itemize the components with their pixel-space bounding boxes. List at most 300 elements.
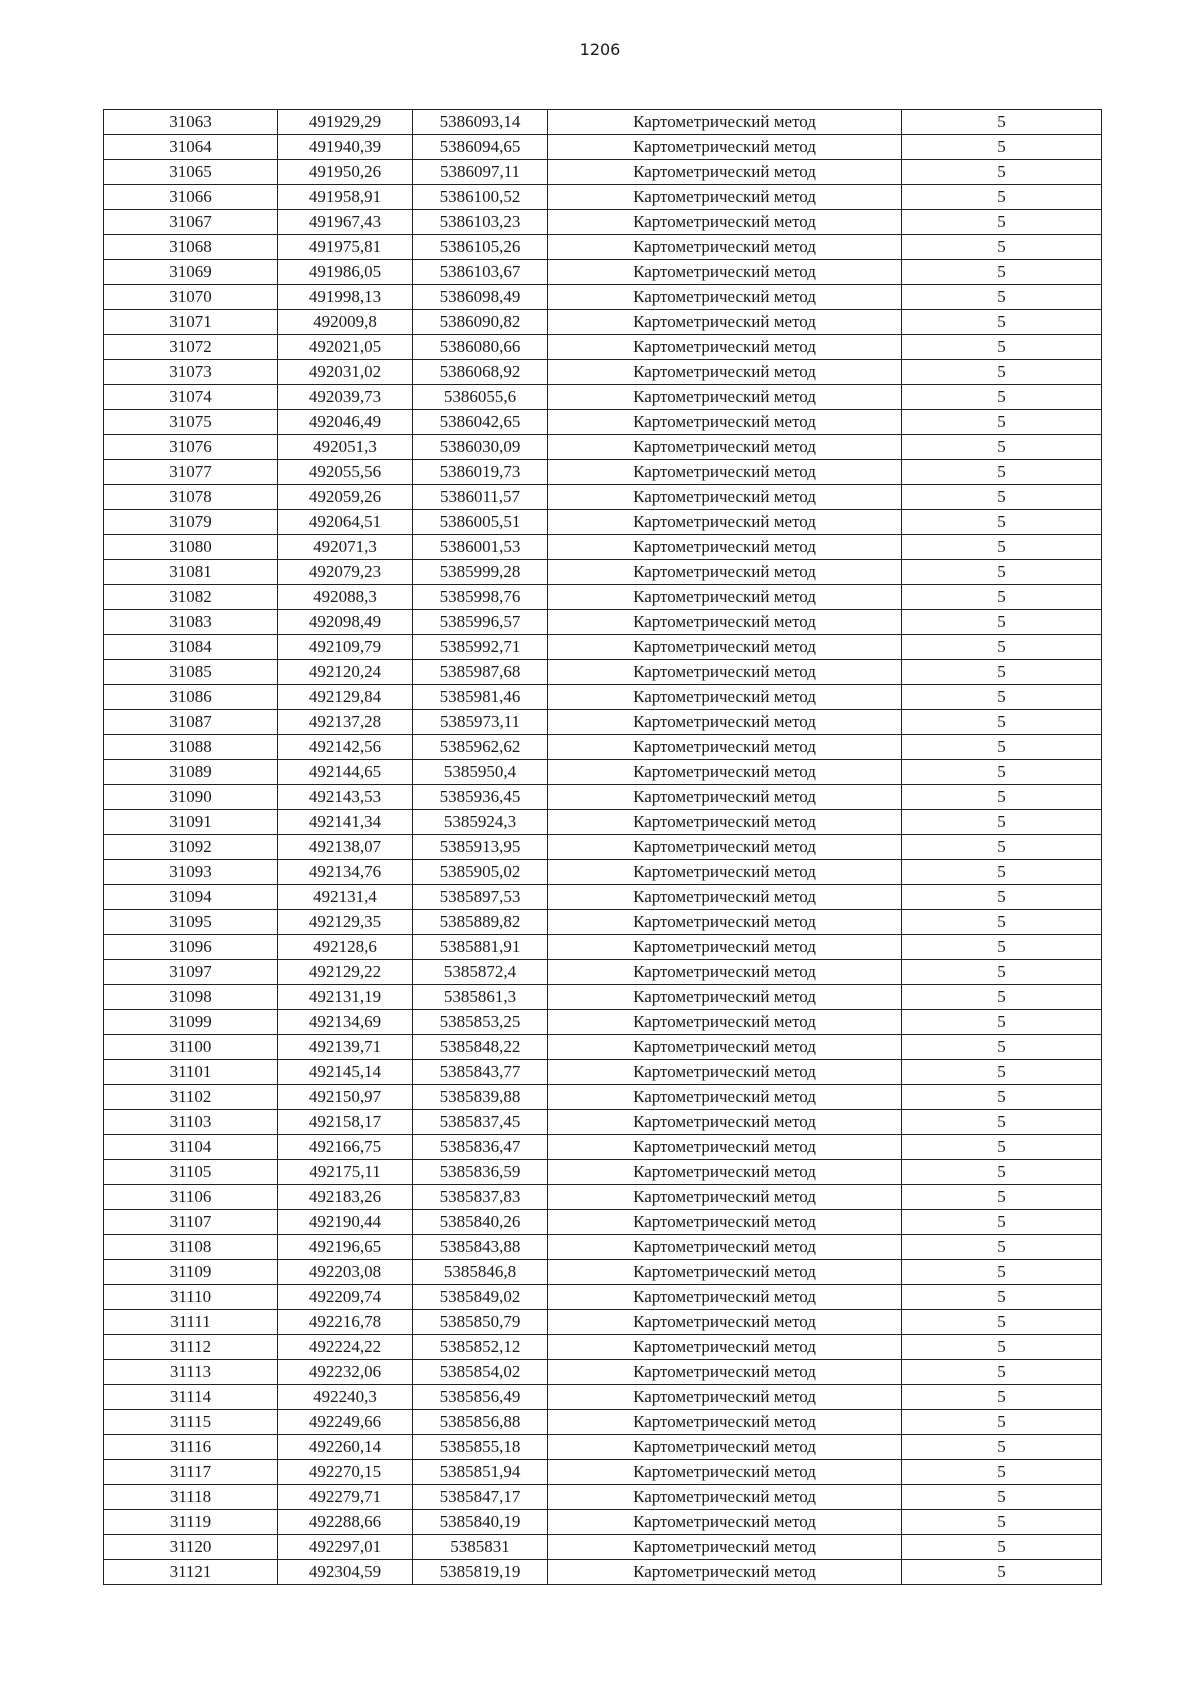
method-cell: Картометрический метод: [548, 660, 902, 685]
table-row: [104, 935, 1102, 960]
method-cell: Картометрический метод: [548, 760, 902, 785]
x-coordinate-cell: 492166,75: [278, 1135, 413, 1160]
x-coordinate-cell: 492150,97: [278, 1085, 413, 1110]
table-row: [104, 510, 1102, 535]
x-coordinate-cell: 492131,19: [278, 985, 413, 1010]
method-cell: Картометрический метод: [548, 1135, 902, 1160]
y-coordinate-cell: 5385843,88: [413, 1235, 548, 1260]
method-cell: Картометрический метод: [548, 1085, 902, 1110]
point-number-cell: 31086: [104, 685, 278, 710]
y-coordinate-cell: 5386019,73: [413, 460, 548, 485]
accuracy-cell: 5: [902, 1510, 1102, 1535]
accuracy-cell: 5: [902, 985, 1102, 1010]
x-coordinate-cell: 492203,08: [278, 1260, 413, 1285]
method-cell: Картометрический метод: [548, 1185, 902, 1210]
accuracy-cell: 5: [902, 310, 1102, 335]
point-number-cell: 31115: [104, 1410, 278, 1435]
table-row: [104, 685, 1102, 710]
x-coordinate-cell: 492079,23: [278, 560, 413, 585]
point-number-cell: 31119: [104, 1510, 278, 1535]
x-coordinate-cell: 492260,14: [278, 1435, 413, 1460]
x-coordinate-cell: 491940,39: [278, 135, 413, 160]
x-coordinate-cell: 492128,6: [278, 935, 413, 960]
x-coordinate-cell: 492183,26: [278, 1185, 413, 1210]
method-cell: Картометрический метод: [548, 610, 902, 635]
x-coordinate-cell: 492209,74: [278, 1285, 413, 1310]
point-number-cell: 31105: [104, 1160, 278, 1185]
y-coordinate-cell: 5385853,25: [413, 1010, 548, 1035]
y-coordinate-cell: 5386100,52: [413, 185, 548, 210]
accuracy-cell: 5: [902, 135, 1102, 160]
method-cell: Картометрический метод: [548, 885, 902, 910]
method-cell: Картометрический метод: [548, 810, 902, 835]
method-cell: Картометрический метод: [548, 910, 902, 935]
table-row: [104, 960, 1102, 985]
y-coordinate-cell: 5385992,71: [413, 635, 548, 660]
method-cell: Картометрический метод: [548, 135, 902, 160]
accuracy-cell: 5: [902, 835, 1102, 860]
x-coordinate-cell: 492137,28: [278, 710, 413, 735]
table-row: [104, 710, 1102, 735]
point-number-cell: 31120: [104, 1535, 278, 1560]
point-number-cell: 31114: [104, 1385, 278, 1410]
y-coordinate-cell: 5385846,8: [413, 1260, 548, 1285]
point-number-cell: 31121: [104, 1560, 278, 1585]
x-coordinate-cell: 492297,01: [278, 1535, 413, 1560]
accuracy-cell: 5: [902, 560, 1102, 585]
x-coordinate-cell: 492144,65: [278, 760, 413, 785]
point-number-cell: 31113: [104, 1360, 278, 1385]
x-coordinate-cell: 492304,59: [278, 1560, 413, 1585]
method-cell: Картометрический метод: [548, 1435, 902, 1460]
method-cell: Картометрический метод: [548, 1235, 902, 1260]
x-coordinate-cell: 492270,15: [278, 1460, 413, 1485]
point-number-cell: 31106: [104, 1185, 278, 1210]
accuracy-cell: 5: [902, 1385, 1102, 1410]
x-coordinate-cell: 491958,91: [278, 185, 413, 210]
method-cell: Картометрический метод: [548, 1285, 902, 1310]
accuracy-cell: 5: [902, 410, 1102, 435]
accuracy-cell: 5: [902, 1360, 1102, 1385]
table-row: [104, 360, 1102, 385]
accuracy-cell: 5: [902, 1060, 1102, 1085]
y-coordinate-cell: 5386090,82: [413, 310, 548, 335]
accuracy-cell: 5: [902, 735, 1102, 760]
x-coordinate-cell: 491998,13: [278, 285, 413, 310]
table-row: [104, 135, 1102, 160]
point-number-cell: 31101: [104, 1060, 278, 1085]
x-coordinate-cell: 492129,22: [278, 960, 413, 985]
y-coordinate-cell: 5385837,83: [413, 1185, 548, 1210]
method-cell: Картометрический метод: [548, 1110, 902, 1135]
method-cell: Картометрический метод: [548, 1485, 902, 1510]
method-cell: Картометрический метод: [548, 1010, 902, 1035]
point-number-cell: 31063: [104, 110, 278, 135]
y-coordinate-cell: 5385962,62: [413, 735, 548, 760]
method-cell: Картометрический метод: [548, 435, 902, 460]
method-cell: Картометрический метод: [548, 735, 902, 760]
point-number-cell: 31100: [104, 1035, 278, 1060]
accuracy-cell: 5: [902, 1485, 1102, 1510]
method-cell: Картометрический метод: [548, 285, 902, 310]
y-coordinate-cell: 5386005,51: [413, 510, 548, 535]
y-coordinate-cell: 5386097,11: [413, 160, 548, 185]
accuracy-cell: 5: [902, 260, 1102, 285]
x-coordinate-cell: 492232,06: [278, 1360, 413, 1385]
accuracy-cell: 5: [902, 860, 1102, 885]
table-row: [104, 460, 1102, 485]
method-cell: Картометрический метод: [548, 1360, 902, 1385]
x-coordinate-cell: 492134,69: [278, 1010, 413, 1035]
point-number-cell: 31108: [104, 1235, 278, 1260]
point-number-cell: 31096: [104, 935, 278, 960]
accuracy-cell: 5: [902, 510, 1102, 535]
point-number-cell: 31067: [104, 210, 278, 235]
accuracy-cell: 5: [902, 185, 1102, 210]
table-row: [104, 1560, 1102, 1585]
method-cell: Картометрический метод: [548, 635, 902, 660]
y-coordinate-cell: 5385936,45: [413, 785, 548, 810]
y-coordinate-cell: 5385973,11: [413, 710, 548, 735]
accuracy-cell: 5: [902, 1085, 1102, 1110]
method-cell: Картометрический метод: [548, 410, 902, 435]
accuracy-cell: 5: [902, 210, 1102, 235]
x-coordinate-cell: 492039,73: [278, 385, 413, 410]
accuracy-cell: 5: [902, 460, 1102, 485]
accuracy-cell: 5: [902, 685, 1102, 710]
point-number-cell: 31087: [104, 710, 278, 735]
x-coordinate-cell: 492288,66: [278, 1510, 413, 1535]
x-coordinate-cell: 492129,35: [278, 910, 413, 935]
y-coordinate-cell: 5385843,77: [413, 1060, 548, 1085]
method-cell: Картометрический метод: [548, 560, 902, 585]
y-coordinate-cell: 5386080,66: [413, 335, 548, 360]
y-coordinate-cell: 5385897,53: [413, 885, 548, 910]
method-cell: Картометрический метод: [548, 1335, 902, 1360]
coordinates-table-body: [104, 110, 1102, 1585]
method-cell: Картометрический метод: [548, 1560, 902, 1585]
method-cell: Картометрический метод: [548, 1260, 902, 1285]
method-cell: Картометрический метод: [548, 160, 902, 185]
y-coordinate-cell: 5385837,45: [413, 1110, 548, 1135]
accuracy-cell: 5: [902, 1435, 1102, 1460]
method-cell: Картометрический метод: [548, 185, 902, 210]
table-row: [104, 1335, 1102, 1360]
accuracy-cell: 5: [902, 935, 1102, 960]
accuracy-cell: 5: [902, 1535, 1102, 1560]
x-coordinate-cell: 492216,78: [278, 1310, 413, 1335]
y-coordinate-cell: 5386103,67: [413, 260, 548, 285]
method-cell: Картометрический метод: [548, 685, 902, 710]
table-row: [104, 1285, 1102, 1310]
table-row: [104, 260, 1102, 285]
accuracy-cell: 5: [902, 1235, 1102, 1260]
method-cell: Картометрический метод: [548, 360, 902, 385]
point-number-cell: 31075: [104, 410, 278, 435]
y-coordinate-cell: 5386030,09: [413, 435, 548, 460]
table-row: [104, 310, 1102, 335]
y-coordinate-cell: 5386055,6: [413, 385, 548, 410]
accuracy-cell: 5: [902, 1185, 1102, 1210]
accuracy-cell: 5: [902, 910, 1102, 935]
x-coordinate-cell: 492129,84: [278, 685, 413, 710]
method-cell: Картометрический метод: [548, 1210, 902, 1235]
point-number-cell: 31065: [104, 160, 278, 185]
method-cell: Картометрический метод: [548, 1410, 902, 1435]
table-row: [104, 1385, 1102, 1410]
method-cell: Картометрический метод: [548, 335, 902, 360]
point-number-cell: 31097: [104, 960, 278, 985]
table-row: [104, 1360, 1102, 1385]
method-cell: Картометрический метод: [548, 535, 902, 560]
table-row: [104, 235, 1102, 260]
table-row: [104, 285, 1102, 310]
table-row: [104, 210, 1102, 235]
method-cell: Картометрический метод: [548, 210, 902, 235]
y-coordinate-cell: 5386011,57: [413, 485, 548, 510]
accuracy-cell: 5: [902, 610, 1102, 635]
point-number-cell: 31110: [104, 1285, 278, 1310]
table-row: [104, 1035, 1102, 1060]
method-cell: Картометрический метод: [548, 1510, 902, 1535]
x-coordinate-cell: 492120,24: [278, 660, 413, 685]
x-coordinate-cell: 491975,81: [278, 235, 413, 260]
y-coordinate-cell: 5386098,49: [413, 285, 548, 310]
table-row: [104, 1435, 1102, 1460]
point-number-cell: 31074: [104, 385, 278, 410]
accuracy-cell: 5: [902, 285, 1102, 310]
x-coordinate-cell: 492175,11: [278, 1160, 413, 1185]
y-coordinate-cell: 5385987,68: [413, 660, 548, 685]
accuracy-cell: 5: [902, 235, 1102, 260]
x-coordinate-cell: 491950,26: [278, 160, 413, 185]
accuracy-cell: 5: [902, 1135, 1102, 1160]
point-number-cell: 31089: [104, 760, 278, 785]
x-coordinate-cell: 492138,07: [278, 835, 413, 860]
accuracy-cell: 5: [902, 110, 1102, 135]
table-row: [104, 335, 1102, 360]
accuracy-cell: 5: [902, 360, 1102, 385]
x-coordinate-cell: 492051,3: [278, 435, 413, 460]
point-number-cell: 31099: [104, 1010, 278, 1035]
table-row: [104, 860, 1102, 885]
point-number-cell: 31111: [104, 1310, 278, 1335]
method-cell: Картометрический метод: [548, 785, 902, 810]
accuracy-cell: 5: [902, 660, 1102, 685]
y-coordinate-cell: 5386103,23: [413, 210, 548, 235]
y-coordinate-cell: 5385996,57: [413, 610, 548, 635]
method-cell: Картометрический метод: [548, 835, 902, 860]
table-row: [104, 1310, 1102, 1335]
point-number-cell: 31104: [104, 1135, 278, 1160]
y-coordinate-cell: 5385924,3: [413, 810, 548, 835]
method-cell: Картометрический метод: [548, 935, 902, 960]
x-coordinate-cell: 492240,3: [278, 1385, 413, 1410]
table-row: [104, 1160, 1102, 1185]
accuracy-cell: 5: [902, 385, 1102, 410]
x-coordinate-cell: 492009,8: [278, 310, 413, 335]
point-number-cell: 31083: [104, 610, 278, 635]
table-row: [104, 1135, 1102, 1160]
y-coordinate-cell: 5385831: [413, 1535, 548, 1560]
accuracy-cell: 5: [902, 535, 1102, 560]
point-number-cell: 31118: [104, 1485, 278, 1510]
accuracy-cell: 5: [902, 1010, 1102, 1035]
x-coordinate-cell: 492279,71: [278, 1485, 413, 1510]
page-number: 1206: [579, 40, 621, 59]
table-row: [104, 1260, 1102, 1285]
y-coordinate-cell: 5385905,02: [413, 860, 548, 885]
x-coordinate-cell: 492021,05: [278, 335, 413, 360]
point-number-cell: 31078: [104, 485, 278, 510]
x-coordinate-cell: 492145,14: [278, 1060, 413, 1085]
table-row: [104, 660, 1102, 685]
table-row: [104, 985, 1102, 1010]
accuracy-cell: 5: [902, 1260, 1102, 1285]
point-number-cell: 31085: [104, 660, 278, 685]
method-cell: Картометрический метод: [548, 1460, 902, 1485]
table-row: [104, 1010, 1102, 1035]
table-row: [104, 435, 1102, 460]
table-row: [104, 160, 1102, 185]
x-coordinate-cell: 491986,05: [278, 260, 413, 285]
y-coordinate-cell: 5385999,28: [413, 560, 548, 585]
y-coordinate-cell: 5385836,47: [413, 1135, 548, 1160]
x-coordinate-cell: 492142,56: [278, 735, 413, 760]
y-coordinate-cell: 5385839,88: [413, 1085, 548, 1110]
point-number-cell: 31069: [104, 260, 278, 285]
point-number-cell: 31080: [104, 535, 278, 560]
y-coordinate-cell: 5386093,14: [413, 110, 548, 135]
method-cell: Картометрический метод: [548, 1060, 902, 1085]
accuracy-cell: 5: [902, 1460, 1102, 1485]
x-coordinate-cell: 492059,26: [278, 485, 413, 510]
method-cell: Картометрический метод: [548, 385, 902, 410]
y-coordinate-cell: 5385913,95: [413, 835, 548, 860]
accuracy-cell: 5: [902, 1560, 1102, 1585]
point-number-cell: 31088: [104, 735, 278, 760]
table-row: [104, 585, 1102, 610]
table-row: [104, 535, 1102, 560]
point-number-cell: 31098: [104, 985, 278, 1010]
accuracy-cell: 5: [902, 1210, 1102, 1235]
accuracy-cell: 5: [902, 760, 1102, 785]
accuracy-cell: 5: [902, 585, 1102, 610]
y-coordinate-cell: 5385851,94: [413, 1460, 548, 1485]
point-number-cell: 31072: [104, 335, 278, 360]
x-coordinate-cell: 491929,29: [278, 110, 413, 135]
point-number-cell: 31073: [104, 360, 278, 385]
point-number-cell: 31112: [104, 1335, 278, 1360]
y-coordinate-cell: 5385849,02: [413, 1285, 548, 1310]
x-coordinate-cell: 492046,49: [278, 410, 413, 435]
method-cell: Картометрический метод: [548, 960, 902, 985]
accuracy-cell: 5: [902, 1285, 1102, 1310]
x-coordinate-cell: 492141,34: [278, 810, 413, 835]
y-coordinate-cell: 5385872,4: [413, 960, 548, 985]
table-row: [104, 185, 1102, 210]
accuracy-cell: 5: [902, 335, 1102, 360]
point-number-cell: 31081: [104, 560, 278, 585]
accuracy-cell: 5: [902, 1410, 1102, 1435]
y-coordinate-cell: 5385836,59: [413, 1160, 548, 1185]
table-row: [104, 885, 1102, 910]
y-coordinate-cell: 5386068,92: [413, 360, 548, 385]
accuracy-cell: 5: [902, 1310, 1102, 1335]
table-row: [104, 110, 1102, 135]
y-coordinate-cell: 5385855,18: [413, 1435, 548, 1460]
method-cell: Картометрический метод: [548, 1035, 902, 1060]
x-coordinate-cell: 492031,02: [278, 360, 413, 385]
point-number-cell: 31109: [104, 1260, 278, 1285]
point-number-cell: 31068: [104, 235, 278, 260]
y-coordinate-cell: 5385847,17: [413, 1485, 548, 1510]
y-coordinate-cell: 5385819,19: [413, 1560, 548, 1585]
y-coordinate-cell: 5385889,82: [413, 910, 548, 935]
y-coordinate-cell: 5386105,26: [413, 235, 548, 260]
point-number-cell: 31064: [104, 135, 278, 160]
point-number-cell: 31091: [104, 810, 278, 835]
table-row: [104, 1185, 1102, 1210]
x-coordinate-cell: 492098,49: [278, 610, 413, 635]
point-number-cell: 31092: [104, 835, 278, 860]
x-coordinate-cell: 492071,3: [278, 535, 413, 560]
point-number-cell: 31095: [104, 910, 278, 935]
x-coordinate-cell: 492134,76: [278, 860, 413, 885]
method-cell: Картометрический метод: [548, 1535, 902, 1560]
method-cell: Картометрический метод: [548, 860, 902, 885]
point-number-cell: 31077: [104, 460, 278, 485]
x-coordinate-cell: 492131,4: [278, 885, 413, 910]
y-coordinate-cell: 5385950,4: [413, 760, 548, 785]
table-row: [104, 1510, 1102, 1535]
y-coordinate-cell: 5385840,26: [413, 1210, 548, 1235]
y-coordinate-cell: 5385998,76: [413, 585, 548, 610]
point-number-cell: 31094: [104, 885, 278, 910]
y-coordinate-cell: 5385881,91: [413, 935, 548, 960]
point-number-cell: 31102: [104, 1085, 278, 1110]
method-cell: Картометрический метод: [548, 460, 902, 485]
x-coordinate-cell: 492196,65: [278, 1235, 413, 1260]
method-cell: Картометрический метод: [548, 485, 902, 510]
table-row: [104, 385, 1102, 410]
table-row: [104, 1535, 1102, 1560]
x-coordinate-cell: 492088,3: [278, 585, 413, 610]
x-coordinate-cell: 492249,66: [278, 1410, 413, 1435]
table-row: [104, 1210, 1102, 1235]
point-number-cell: 31107: [104, 1210, 278, 1235]
point-number-cell: 31076: [104, 435, 278, 460]
accuracy-cell: 5: [902, 1160, 1102, 1185]
accuracy-cell: 5: [902, 635, 1102, 660]
accuracy-cell: 5: [902, 160, 1102, 185]
point-number-cell: 31079: [104, 510, 278, 535]
table-row: [104, 785, 1102, 810]
point-number-cell: 31093: [104, 860, 278, 885]
table-row: [104, 1485, 1102, 1510]
x-coordinate-cell: 492064,51: [278, 510, 413, 535]
x-coordinate-cell: 492109,79: [278, 635, 413, 660]
table-row: [104, 1460, 1102, 1485]
y-coordinate-cell: 5385854,02: [413, 1360, 548, 1385]
method-cell: Картометрический метод: [548, 260, 902, 285]
y-coordinate-cell: 5385856,88: [413, 1410, 548, 1435]
method-cell: Картометрический метод: [548, 310, 902, 335]
y-coordinate-cell: 5385856,49: [413, 1385, 548, 1410]
y-coordinate-cell: 5386042,65: [413, 410, 548, 435]
point-number-cell: 31082: [104, 585, 278, 610]
method-cell: Картометрический метод: [548, 510, 902, 535]
